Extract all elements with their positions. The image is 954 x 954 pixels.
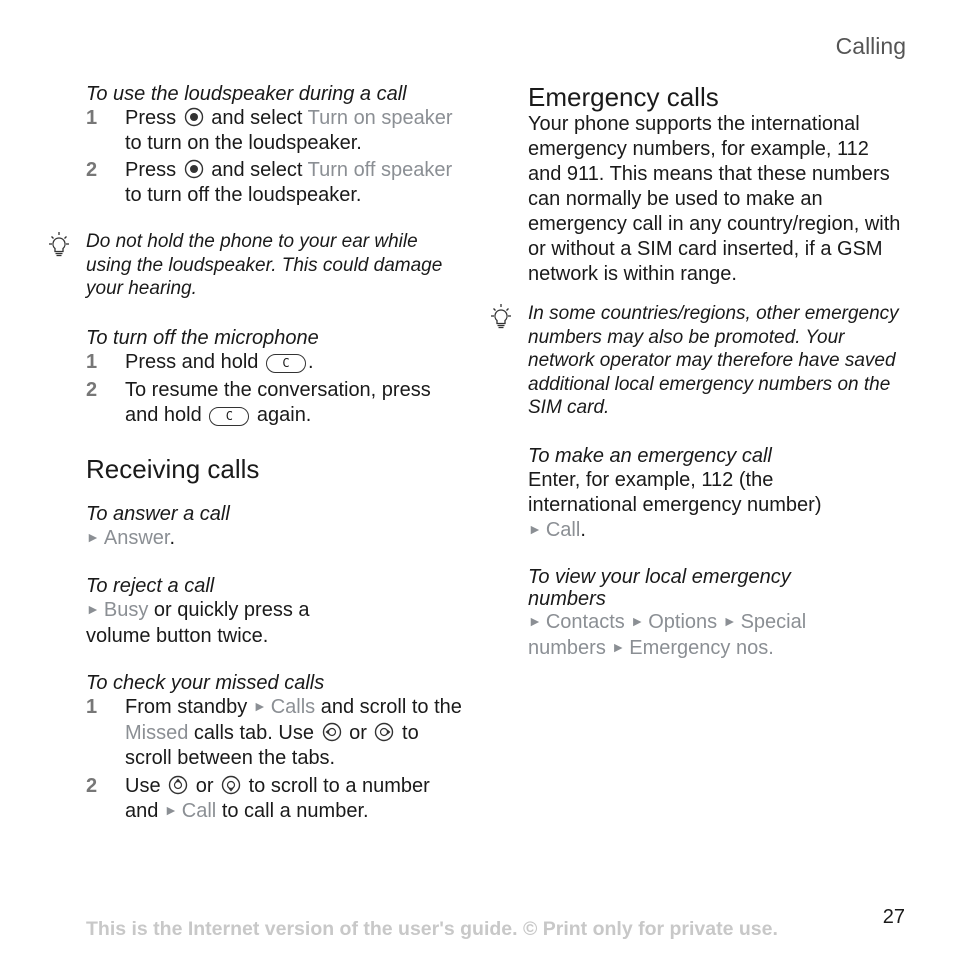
clear-key-icon: C — [266, 354, 306, 373]
arrow-icon: ► — [630, 612, 645, 629]
menu-turn-off-speaker: Turn off speaker — [307, 159, 453, 181]
arrow-icon: ► — [86, 528, 100, 545]
arrow-icon: ► — [722, 612, 737, 629]
section-heading-receiving: Receiving calls — [86, 453, 260, 484]
task-title-reject: To reject a call — [86, 574, 215, 597]
nav-down-icon — [221, 775, 241, 795]
menu-busy: Busy — [103, 598, 149, 621]
menu-call: Call — [545, 518, 581, 541]
step-missed-tab: 1 From standby ► Calls and scroll to the Missed calls tab. Use or to scroll between the tabs. — [86, 695, 462, 769]
nav-right-icon — [374, 722, 394, 742]
task-title-answer: To answer a call — [86, 502, 230, 525]
menu-options: Options — [648, 610, 718, 633]
menu-call: Call — [181, 799, 217, 822]
nav-up-icon — [168, 775, 188, 795]
task-title-missed: To check your missed calls — [86, 671, 325, 694]
menu-answer: Answer — [103, 526, 170, 549]
step-number: 1 — [86, 695, 98, 718]
nav-center-icon — [184, 107, 204, 127]
nav-center-icon — [184, 159, 204, 179]
task-title-microphone: To turn off the microphone — [86, 326, 319, 349]
menu-emergency-nos: Emergency nos. — [629, 636, 774, 659]
menu-contacts: Contacts — [545, 610, 625, 633]
answer-instruction: ► Answer. — [86, 526, 176, 549]
page-number: 27 — [882, 906, 905, 928]
step-number: 1 — [86, 107, 98, 129]
view-emergency-instruction — [528, 610, 868, 662]
step-number: 2 — [86, 774, 98, 797]
make-emergency-instruction: Enter, for example, 112 (the international emergency number) ► Call. — [528, 468, 822, 541]
section-heading-emergency: Emergency calls — [528, 82, 719, 112]
left-column — [86, 80, 466, 825]
arrow-icon: ► — [528, 612, 542, 629]
lightbulb-icon — [44, 230, 74, 260]
tip-emergency-numbers: In some countries/regions, other emergency numbers may also be promoted. Your network operator may therefore have saved additional local emergency numbers on the SIM card. — [528, 302, 908, 420]
section-header: Calling — [835, 33, 906, 59]
arrow-icon: ► — [252, 697, 267, 714]
reject-instruction: ► Busy or quickly press a volume button twice. — [86, 598, 310, 647]
step-loudspeaker-on: 1 Press and select Turn on speaker to turn on the loudspeaker. — [86, 107, 453, 154]
task-title-make-emergency: To make an emergency call — [528, 444, 772, 467]
tip-hearing: Do not hold the phone to your ear while using the loudspeaker. This could damage your hearing. — [86, 230, 466, 301]
step-loudspeaker-off: 2 Press and select Turn off speaker to turn off the loudspeaker. — [86, 159, 453, 206]
step-number: 2 — [86, 378, 98, 401]
right-column — [528, 80, 908, 662]
nav-left-icon — [322, 722, 342, 742]
arrow-icon: ► — [611, 638, 626, 655]
clear-key-icon: C — [209, 407, 249, 426]
step-number: 1 — [86, 350, 98, 373]
footer-notice: This is the Internet version of the user's guide. © Print only for private use. — [86, 918, 778, 940]
step-mic-off: 1 Press and hold C . — [86, 350, 314, 373]
lightbulb-icon — [486, 302, 516, 332]
step-number: 2 — [86, 159, 98, 181]
arrow-icon: ► — [163, 801, 178, 818]
menu-turn-on-speaker: Turn on speaker — [307, 107, 453, 129]
task-title-view-emergency: To view your local emergency numbers — [528, 565, 791, 610]
task-title-loudspeaker: To use the loudspeaker during a call — [86, 83, 407, 105]
emergency-body: Your phone supports the international emergency numbers, for example, 112 and 911. This means that these numbers can normally be used to make an emergency call in any country/region, with or without a SIM card inserted, if a GSM network is within range. — [528, 113, 901, 285]
step-mic-resume: 2 To resume the conversation, press and hold C again. — [86, 378, 431, 426]
arrow-icon: ► — [86, 600, 100, 617]
arrow-icon: ► — [528, 520, 542, 537]
step-missed-call: 2 Use or to scroll to a number and ► Call to call a number. — [86, 774, 466, 825]
menu-special-numbers: Special numbers — [528, 610, 807, 659]
menu-missed: Missed — [125, 721, 189, 744]
menu-calls: Calls — [270, 695, 316, 718]
